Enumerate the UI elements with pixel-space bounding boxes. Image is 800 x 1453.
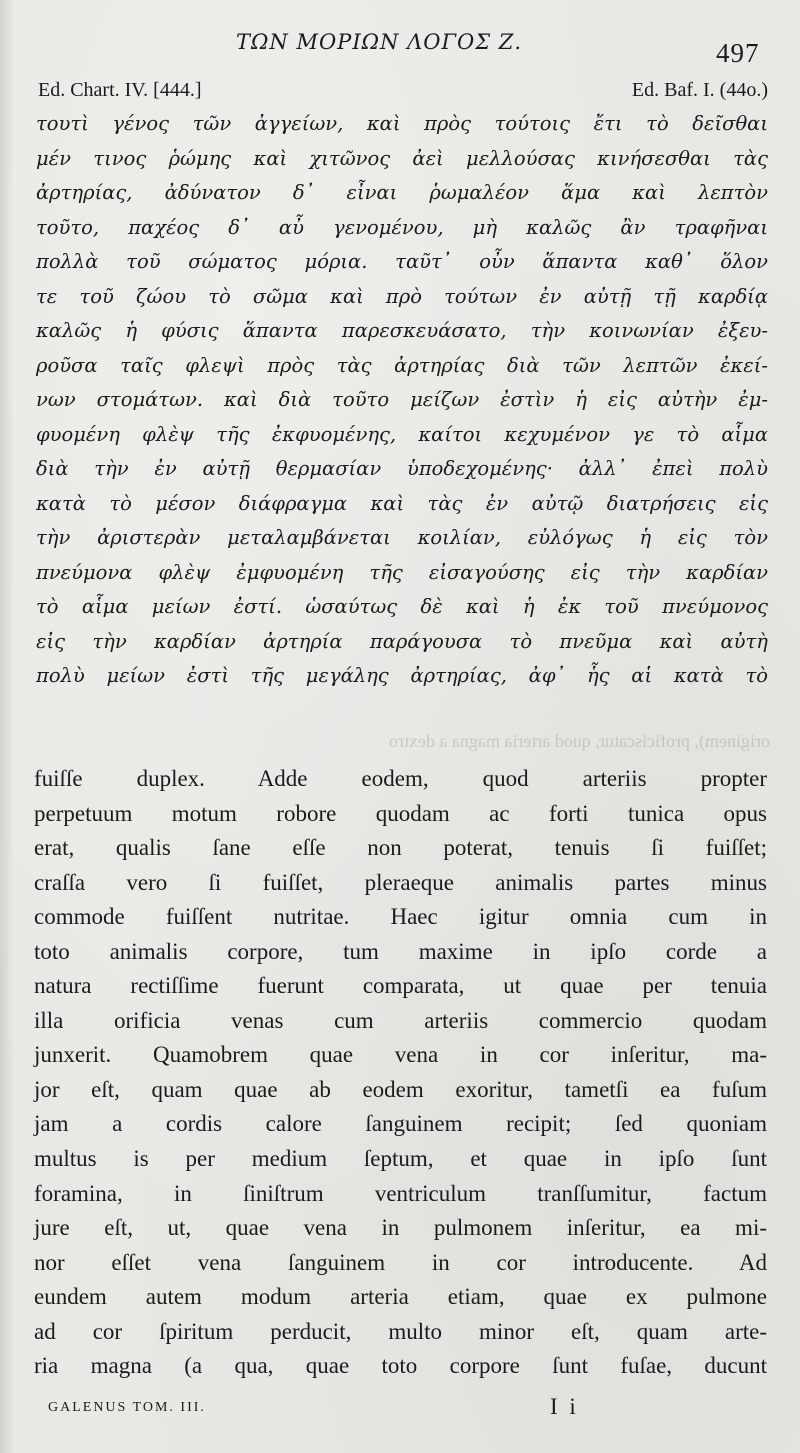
running-head xyxy=(0,30,800,68)
edition-basel: Ed. Baf. I. (44o.) xyxy=(631,79,768,101)
page-number: 497 xyxy=(716,38,760,68)
greek-text-block xyxy=(36,107,768,694)
greek-line: τοῦτο, παχέος δ᾽ αὖ γενομένου, μὴ καλῶς ἂν τραφῆναι xyxy=(36,215,768,239)
volume-signature-line: GALENUS TOM. III. xyxy=(48,1400,206,1415)
greek-line: ροῦσα ταῖς φλεψὶ πρὸς τὰς ἀρτηρίας διὰ τῶν λεπτῶν ἐκεί- xyxy=(36,353,768,377)
latin-line: multus is per medium ſeptum, et quae in ipſo ſunt xyxy=(34,1146,767,1172)
page-footer xyxy=(48,1394,768,1424)
latin-line: illa orificia venas cum arteriis commercio quodam xyxy=(34,1007,767,1033)
greek-line: πολὺ μείων ἐστὶ τῆς μεγάλης ἀρτηρίας, ἀφ᾽ ἧς αἱ κατὰ τὸ xyxy=(36,664,768,687)
latin-line: ad cor ſpiritum perducit, multo minor eſt, quam arte- xyxy=(34,1318,767,1344)
greek-line: τουτὶ γένος τῶν ἀγγείων, καὶ πρὸς τούτοις ἔτι τὸ δεῖσθαι xyxy=(36,112,768,135)
running-title: ΤΩΝ ΜΟΡΙΩΝ ΛΟΓΟΣ Ζ. xyxy=(236,30,523,54)
latin-line: ria magna (a qua, quae toto corpore ſunt fuſae, ducunt xyxy=(34,1353,767,1379)
greek-line: τε τοῦ ζώου τὸ σῶμα καὶ πρὸ τούτων ἐν αὐτῇ τῇ καρδίᾳ xyxy=(36,284,768,308)
greek-line: ἀρτηρίας, ἀδύνατον δ᾽ εἶναι ῥωμαλέον ἅμα καὶ λεπτὸν xyxy=(36,181,768,204)
latin-line: jam a cordis calore ſanguinem recipit; ſed quoniam xyxy=(34,1111,767,1137)
latin-text-block xyxy=(34,762,767,1384)
greek-line: τὴν ἀριστερὰν μεταλαμβάνεται κοιλίαν, εὐλόγως ἡ εἰς τὸν xyxy=(36,526,768,549)
gathering-signature: I i xyxy=(550,1394,579,1419)
greek-line: φυομένη φλὲψ τῆς ἐκφυομένης, καίτοι κεχυμένον γε τὸ αἷμα xyxy=(36,422,768,446)
edition-chartier: Ed. Chart. IV. [444.] xyxy=(38,79,202,101)
latin-line: eundem autem modum arteria etiam, quae ex pulmone xyxy=(34,1284,767,1310)
latin-line: jor eſt, quam quae ab eodem exoritur, tametſi ea fuſum xyxy=(34,1076,767,1102)
greek-line: πνεύμονα φλὲψ ἐμφυομένη τῆς εἰσαγούσης εἰς τὴν καρδίαν xyxy=(36,560,768,584)
spine-shadow xyxy=(0,0,14,1453)
latin-line: perpetuum motum robore quodam ac forti tunica opus xyxy=(34,800,767,826)
greek-line: τὸ αἷμα μείων ἐστί. ὡσαύτως δὲ καὶ ἡ ἐκ τοῦ πνεύμονος xyxy=(36,595,768,618)
greek-line: μέν τινος ῥώμης καὶ χιτῶνος ἀεὶ μελλούσας κινήσεσθαι τὰς xyxy=(36,146,768,170)
greek-line: πολλὰ τοῦ σώματος μόρια. ταῦτ᾽ οὖν ἅπαντα καθ᾽ ὅλον xyxy=(36,250,768,273)
greek-line: εἰς τὴν καρδίαν ἀρτηρία παράγουσα τὸ πνεῦμα καὶ αὐτὴ xyxy=(36,629,768,653)
latin-line: foramina, in ſiniſtrum ventriculum tranſſumitur, factum xyxy=(34,1180,767,1206)
greek-line: κατὰ τὸ μέσον διάφραγμα καὶ τὰς ἐν αὐτῷ διατρήσεις εἰς xyxy=(36,491,768,515)
latin-line: craſſa vero ſi fuiſſet, pleraeque animalis partes minus xyxy=(34,869,767,895)
greek-line: καλῶς ἡ φύσις ἅπαντα παρεσκευάσατο, τὴν κοινωνίαν ἐξευ- xyxy=(36,319,768,342)
edition-line xyxy=(38,79,768,105)
latin-line: toto animalis corpore, tum maxime in ipſo corde a xyxy=(34,938,767,964)
latin-line: erat, qualis ſane eſſe non poterat, tenuis ſi fuiſſet; xyxy=(34,835,767,861)
latin-line: jure eſt, ut, quae vena in pulmonem inſeritur, ea mi- xyxy=(34,1215,767,1241)
latin-line: fuiſſe duplex. Adde eodem, quod arteriis propter xyxy=(34,766,767,791)
latin-line: natura rectiſſime fuerunt comparata, ut quae per tenuia xyxy=(34,973,767,999)
bleed-through-text: originem), proficiscatur, quod arteria magna a dextro xyxy=(388,731,770,751)
greek-line: νων στομάτων. καὶ διὰ τοῦτο μείζων ἐστὶν ἡ εἰς αὐτὴν ἐμ- xyxy=(36,388,768,411)
latin-line: nor eſſet vena ſanguinem in cor introducente. Ad xyxy=(34,1249,767,1275)
greek-line: διὰ τὴν ἐν αὐτῇ θερμασίαν ὑποδεχομένης· ἀλλ᾽ ἐπεὶ πολὺ xyxy=(36,457,768,480)
latin-line: junxerit. Quamobrem quae vena in cor inſeritur, ma- xyxy=(34,1042,767,1068)
latin-line: commode fuiſſent nutritae. Haec igitur omnia cum in xyxy=(34,904,767,930)
